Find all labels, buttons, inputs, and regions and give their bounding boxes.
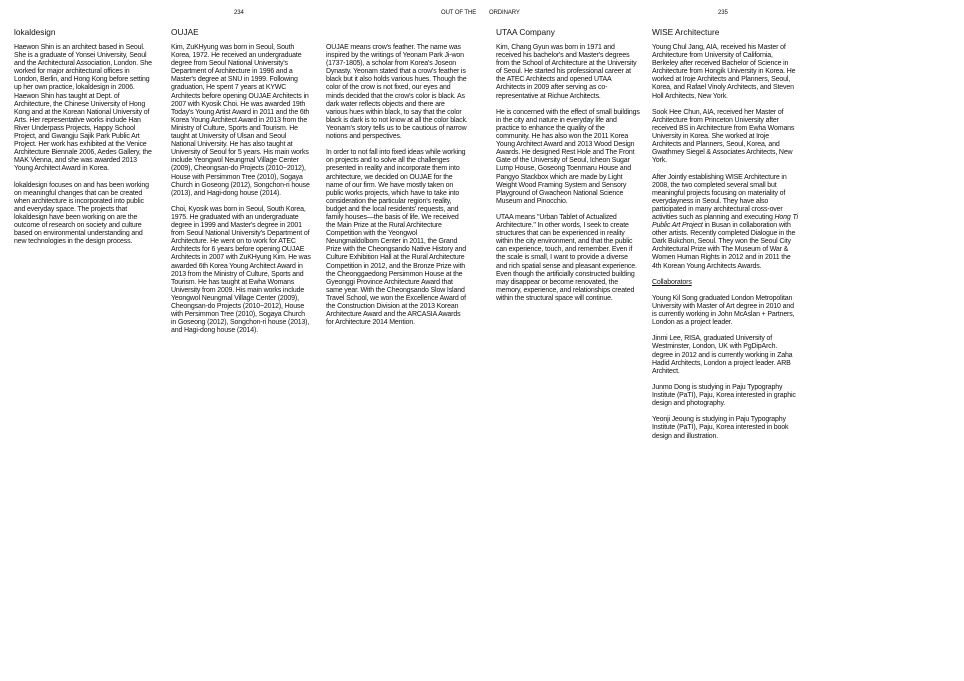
column-oujae — [171, 27, 311, 343]
paragraph: Kim, ZuKHyung was born in Seoul, South Korea, 1972. He received an undergraduate degree from Seoul National University's Department of Architecture in 1996 and a Master's degree at SNU in 1999. Following graduation, He spent 7 years at KYWC Architects before opening OUJAE Architects in 2007 with Kyosik Choi. He was awarded 19th Today's Young Artist Award in 2011 and the 6th Korea Young Architect Award in 2013 from the Ministry of Culture, Sports and Tourism. He taught at University of Ulsan and Seoul National University. He has also taught at University of Seoul for 5 years. His main works include Yeongwol Neungmal Village Center (2009), Cheongsan-do Projects (2010~2012), House with Persimmon Tree (2010), Sogaya Church in Goseong (2012), Songchon-ri house (2013), and Hagi-dong house (2014). — [171, 44, 310, 197]
section-title: lokaldesign — [14, 27, 56, 37]
paragraph: Haewon Shin is an architect based in Seoul. She is a graduate of Yonsei University, Seoul and the Architectural Association, London. She worked for major architectural offices in London, Berlin, and Hong Kong before setting up her own practice, lokaldesign in 2006. Haewon Shin has taught at Dept. of Architecture, the Chinese University of Hong Kong and at the Korean National University of Arts. Her representative works include Han River Underpass Projects, Happy School Project, and Gwangju Sajik Park Public Art Project. Her work has exhibited at the Venice Architecture Biennale 2006, Aedes Gallery, the MAK Vienna, and she was awarded 2013 Young Architect Award in Korea. — [14, 44, 152, 173]
section-title: OUJAE — [171, 27, 199, 37]
collaborator: Jinmi Lee, RISA, graduated University of Westminster, London, UK with PgDipArch. degree in 2012 and is currently working in Zaha Hadid Architects, London a project leader. ARB Architect. — [652, 335, 793, 375]
collaborator: Young Kil Song graduated London Metropolitan University with Master of Art degree in 2010 and is currently working in John McAslan + Partners, London as a project leader. — [652, 294, 795, 327]
paragraph: Young Chul Jang, AIA, received his Master of Architecture from University of California, Berkeley after received Bachelor of Science in Architecture from Hongik University in Korea. He worked at Iroje Architects and Planners, Seoul, Korea, and Rafael Vinoly Architects, and Steven Holl Architects, New York. — [652, 44, 796, 100]
paragraph: Choi, Kyosik was born in Seoul, South Korea, 1975. He graduated with an undergraduate degree in 1999 and Master's degree in 2001 from Seoul National University's Department of Architecture. He went on to work for ATEC Architects for 6 years before opening OUJAE Architects in 2007 with ZuKHyung Kim. He was awarded 6th Korea Young Architect Award in 2013 from the Ministry of Culture, Sports and Tourism. He has taught at Ewha Womans University from 2009. His main works include Yeongwol Neungmal Village Center (2009), Cheongsan-do Projects (2010~2012), House with Persimmon Tree (2010), Sogaya Church in Goseong (2012), Songchon-ri house (2013), and Hagi-dong house (2014). — [171, 205, 311, 335]
running-title-2: ORDINARY — [489, 10, 520, 16]
column-oujae-continued — [326, 27, 468, 335]
collaborators-heading — [652, 279, 798, 287]
paragraph: Sook Hee Chun, AIA, received her Master of Architecture from Princeton University after received BS in Architecture from Ewha Womans University in Korea. She worked at Iroje Architects and Planners, Seoul, Korea, and Gwathmey Siegel & Associates Architects, New York. — [652, 108, 795, 165]
column-utaa — [496, 27, 640, 311]
column-lokaldesign — [14, 27, 154, 254]
page-number-right: 235 — [718, 10, 728, 16]
paragraph: He is concerned with the effect of small buildings in the city and nature in everyday life and practice to enhance the quality of the community. He has also won the 2011 Korea Young Architect Award and 2013 Wood Design Awards. He designed Rest Hole and The Front Gate of the University of Seoul, Icheon Sugar Lump House, Goseong Toenmaru House and Pangyo Stackbox which are made by Light Weight Wood Framing System and Sensory Playground of Gwacheon National Science Museum and Pinocchio. — [496, 108, 640, 205]
column-wise — [652, 27, 798, 449]
page-number-left: 234 — [234, 10, 244, 16]
collaborator: Junmo Dong is studying in Paju Typography Institute (PaTI), Paju, Korea interested in graphic design and photography. — [652, 383, 796, 408]
section-title: UTAA Company — [496, 27, 555, 37]
text: in Busan in collaboration with other artists. Recently completed Dialogue in the Dark Bukchon, Seoul. They won the Seoul City Architectural Prize with The Museum of War & Women Human Rights in 2012 and in 2011 the 4th Korean Young Architects Awards. — [652, 222, 796, 270]
paragraph — [652, 174, 798, 271]
paragraph: lokaldesign focuses on and has been working on meaningful changes that can be created when architecture is incorporated into public and everyday space. The projects that lokaldesign have been working on are the outcome of research on society and culture based on environmental understanding and new technologies in the design process. — [14, 181, 149, 246]
project-title: Hong Ti Public Art Project — [652, 213, 798, 230]
paragraph: In order to not fall into fixed ideas while working on projects and to solve all the challenges presented in reality and incorporate them into architecture, we decided on OUJAE for the name of our firm. We have mostly taken on public works projects, which have to take into consideration the particular region's reality, budget and the local residents' requests, and family houses—the basis of life. We received the Main Prize at the Rural Architecture Competition with the Yeongwol Neungmaldolbom Center in 2011, the Grand Prize with the Cheongsando Native History and Culture Exhibition Hall at the Rural Architecture Competition in 2012, and the Bronze Prize with the Cheonggaedong Persimmon House at the Gyeonggi Province Architecture Award that same year. With the Cheongsando Slow Island Travel School, we won the Excellence Award of the Construction Division at the 2013 Korean Architecture Award and the ARCASIA Awards for Architecture 2014 Mention. — [326, 149, 466, 327]
paragraph: UTAA means "Urban Tablet of Actualized Architecture." In other words, I seek to create structures that can be experienced in reality within the city environment, and that the public can experience, touch, and remember. Even if the scale is small, I want to provide a diverse and rich spatial sense and pleasant experience. Even though the artificially constructed building may disappear or become renovated, the memory, experience, and relationships created within the structural space will continue. — [496, 213, 637, 302]
collaborator: Yeonji Jeoung is studying in Paju Typography Institute (PaTI), Paju, Korea interested in book design and illustration. — [652, 416, 789, 440]
paragraph: OUJAE means crow's feather. The name was inspired by the writings of Yeonam Park Ji-won (1737-1805), a scholar from Korea's Joseon Dynasty. Yeonam stated that a crow's feather is black but it also holds various hues. Though the color of the crow is not fixed, our eyes and minds decided that the crow's color is black. As dark water reflects objects and there are various hues within black, to say that the color black is dark is to not know at all the color black. Yeonam's story tells us to be cautious of narrow notions and perspectives. — [326, 44, 468, 141]
running-title-1: OUT OF THE — [441, 10, 477, 16]
collaborators-label: Collaborators — [652, 278, 692, 286]
section-title: WISE Architecture — [652, 27, 720, 37]
text: After Jointly establishing WISE Architecture in 2008, the two completed several small but meaningful projects focusing on materiality of everydayness in Seoul. They have also participated in many architectural cross-over activities such as planning and executing — [652, 173, 787, 221]
paragraph: Kim, Chang Gyun was born in 1971 and received his bachelor's and Master's degrees from the School of Architecture at the University of Seoul. He started his professional career at the ATEC Architects and opened UTAA Architects in 2009 after serving as co-representative at Richue Architects. — [496, 44, 637, 100]
